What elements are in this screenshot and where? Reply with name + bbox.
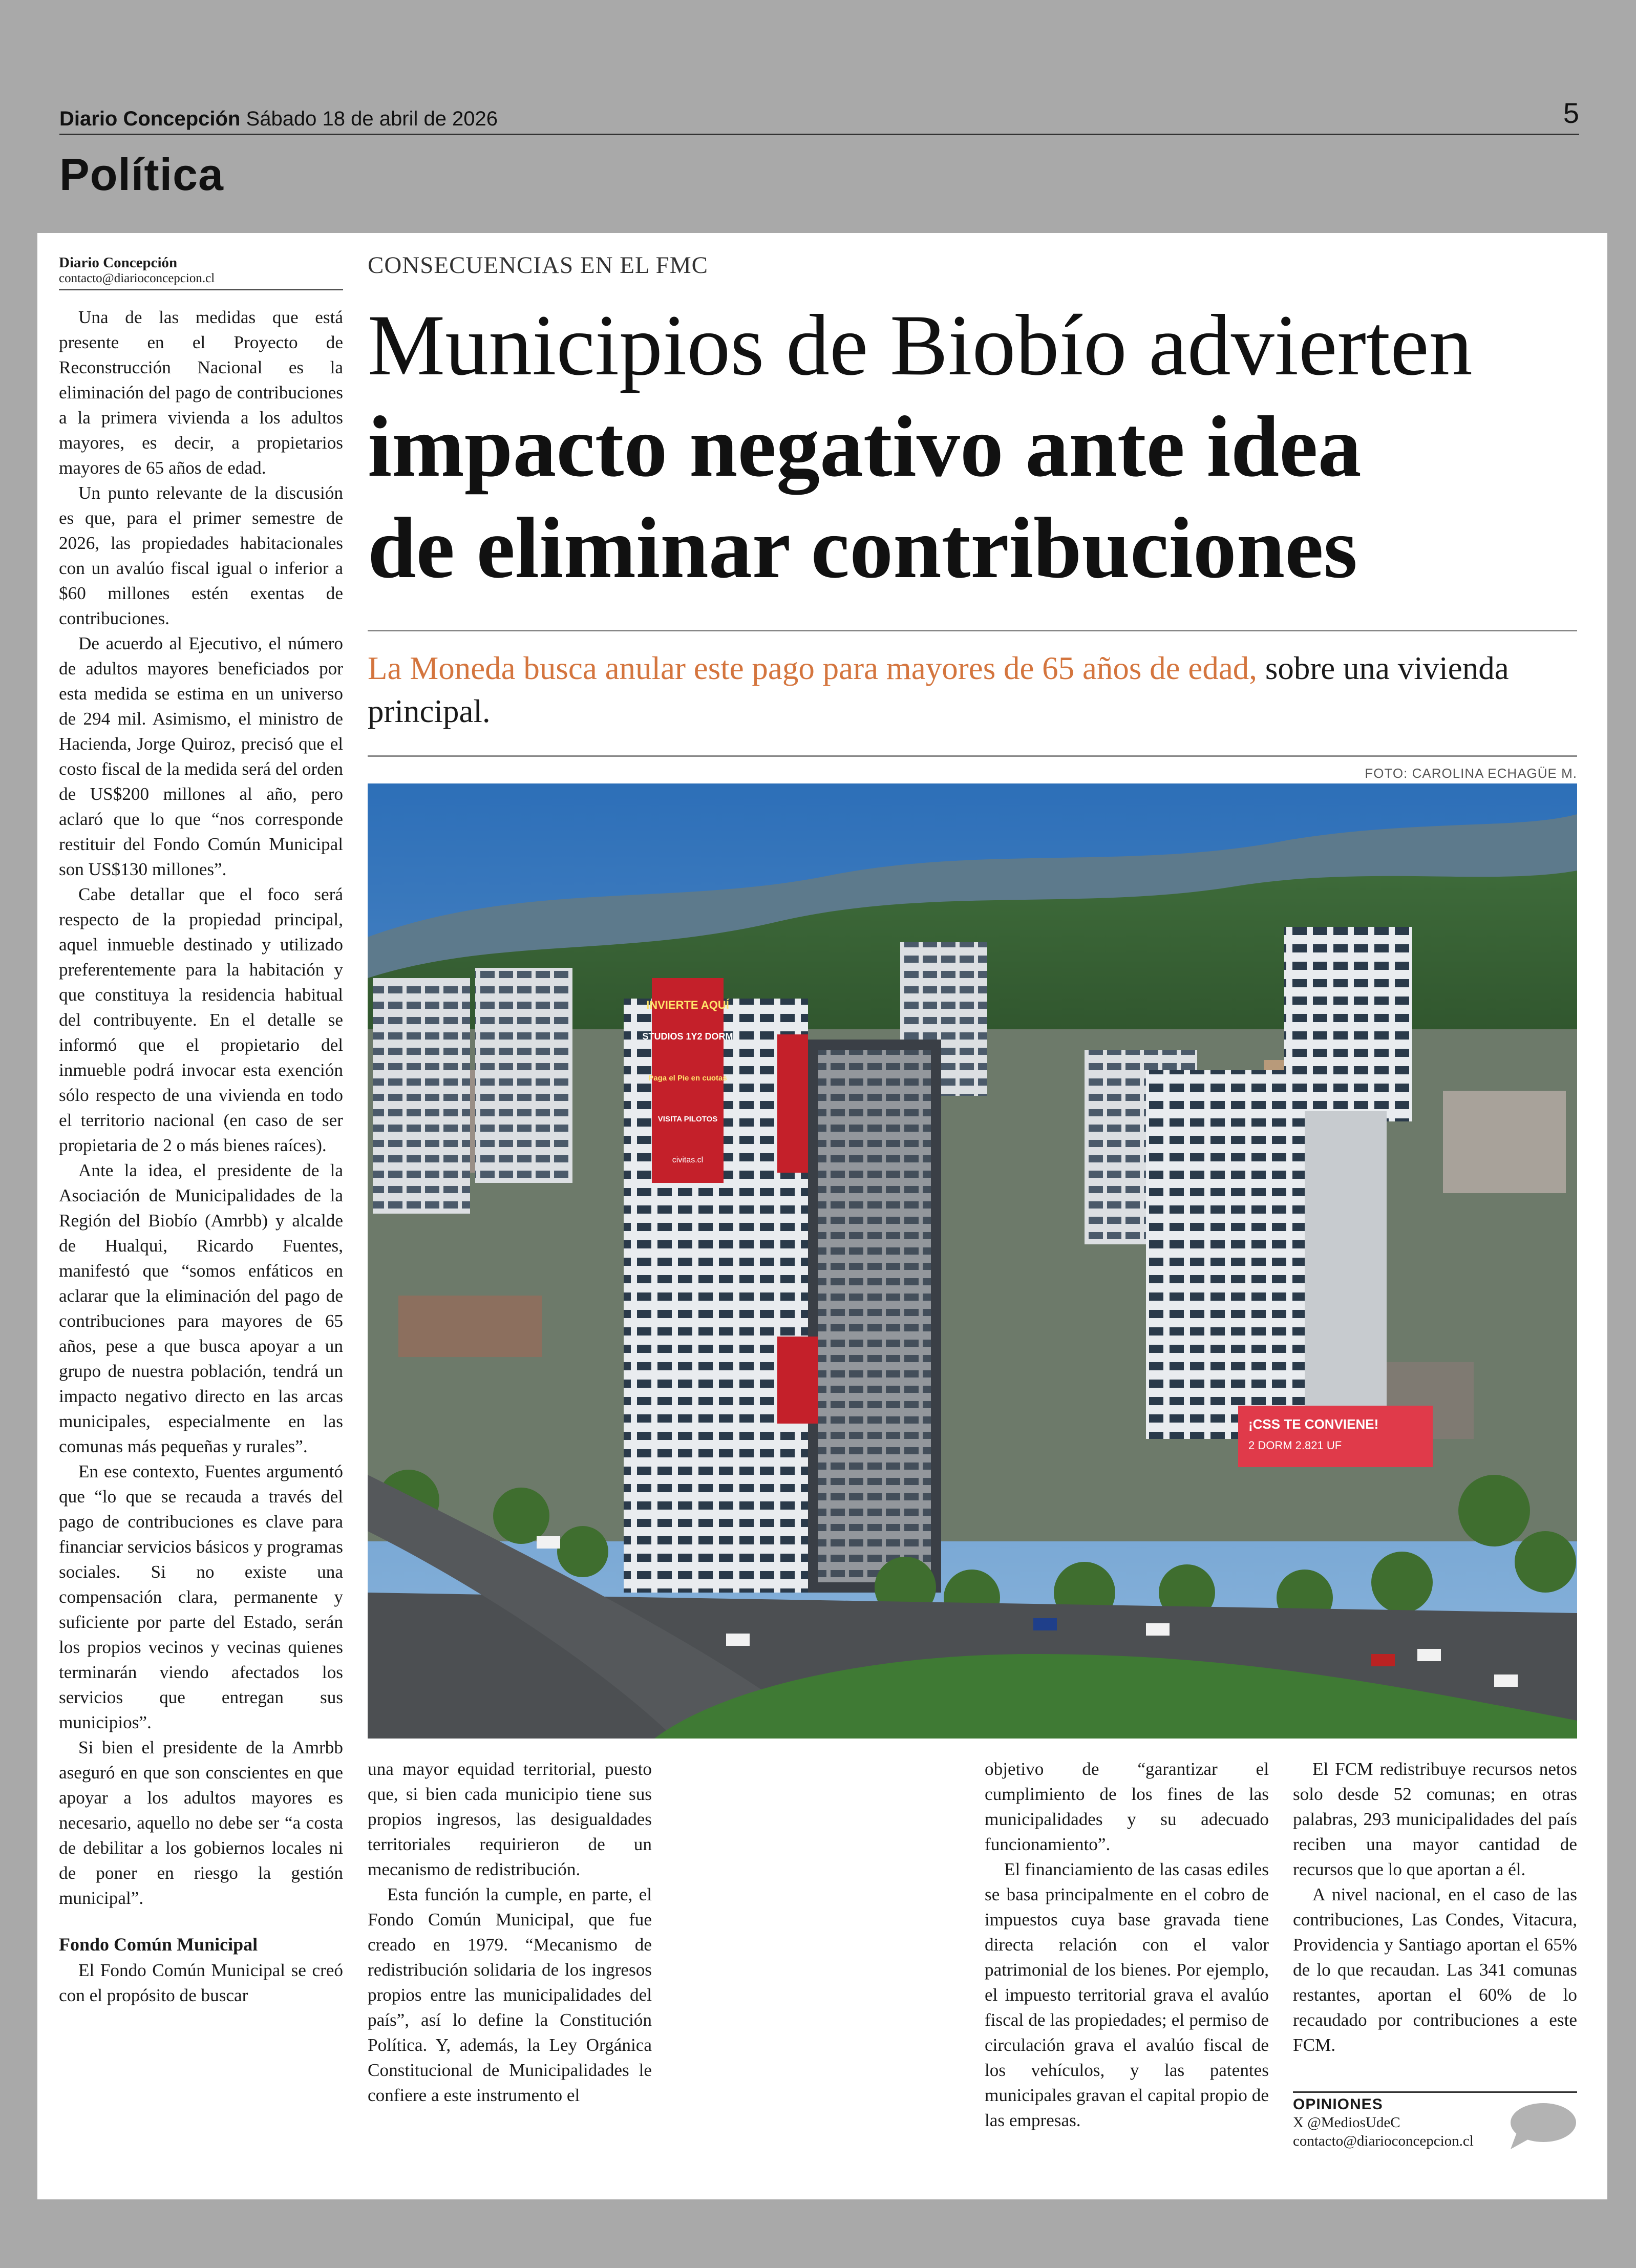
billboard-text: STUDIOS 1Y2 DORM	[642, 1031, 733, 1042]
issue-date: Sábado 18 de abril de 2026	[246, 108, 498, 130]
paragraph: Si bien el presidente de la Amrbb aseguró en que son conscientes en que apoyar a los adultos mayores es necesario, aquello no debe ser “a costa de debilitar a los gobiernos locales ni de poner en riesgo la gestión municipal”.	[59, 1737, 343, 1908]
page-number: 5	[1563, 97, 1579, 129]
paragraph: El Fondo Común Municipal se creó con el propósito de buscar	[59, 1960, 343, 2005]
right-tower	[1146, 1070, 1305, 1439]
paragraph: Esta función la cumple, en parte, el Fondo Común Municipal, que fue creado en 1979. “Mecanismo de redistribución solidaria de los ingresos propios entre las municipalidades del país”, así lo define la Constitución Política. Y, además, la Ley Orgánica Constitucional de Municipalidades le confiere a este instrumento el	[368, 1884, 652, 2105]
city-photo	[368, 783, 1577, 1739]
paper-dateline	[59, 108, 498, 131]
paragraph: Una de las medidas que está presente en el Proyecto de Reconstrucción Nacional es la eliminación del pago de contribuciones a la primera vivienda a los adultos mayores, es decir, a propietarios mayores de 65 años de edad.	[59, 307, 343, 478]
kicker: CONSECUENCIAS EN EL FMC	[368, 252, 708, 279]
dek-accent: La Moneda busca anular este pago para mayores de 65 años de edad,	[368, 650, 1258, 686]
billboard-text: VISITA PILOTOS	[657, 1115, 718, 1124]
headline	[368, 294, 1597, 599]
dek	[368, 647, 1577, 733]
paragraph: Cabe detallar que el foco será respecto de la propiedad principal, aquel inmueble destinado y utilizado preferentemente para la habitación y que constituya la residencia habitual del contribuyente. En el detalle se informó que el propietario del inmueble podrá invocar esta exención sólo respecto de una vivienda en todo el territorio nacional (en caso de ser propietaria de 2 o más bienes raíces).	[59, 884, 343, 1155]
billboard-text: civitas.cl	[672, 1156, 704, 1164]
photo-credit: FOTO: CAROLINA ECHAGÜE M.	[1365, 766, 1577, 781]
column-2	[985, 1756, 1269, 2133]
paragraph: En ese contexto, Fuentes argumentó que “lo que se recauda a través del pago de contribuciones es clave para financiar servicios básicos y programas sociales. Si no existe una compensación clara, permanente y suficiente por parte del Estado, serán los propios vecinos y vecinas quienes terminarán viendo afectados los servicios que entregan sus municipios”.	[59, 1461, 343, 1732]
column-1	[368, 1756, 652, 2108]
dek-rest: sobre una vivienda principal.	[368, 650, 1509, 729]
opinions-title: OPINIONES	[1293, 2096, 1383, 2113]
subhead: Fondo Común Municipal	[59, 1934, 258, 1955]
tower-window-grid	[818, 1050, 931, 1582]
tower	[373, 978, 470, 1214]
headline-line-2: impacto negativo ante idea	[368, 398, 1362, 495]
article-page	[37, 233, 1607, 2199]
billboard-text: 2 DORM 2.821 UF	[1248, 1439, 1342, 1452]
billboard-text: Paga el Pie en cuotas	[648, 1074, 727, 1083]
paragraph: A nivel nacional, en el caso de las contribuciones, Las Condes, Vitacura, Providencia y Santiago aportan el 65% de lo que recaudan. Las 341 comunas restantes, aportan el 60% de lo recaudado por contribuciones a este FCM.	[1293, 1884, 1577, 2055]
road-billboard	[1238, 1406, 1433, 1467]
masthead	[59, 97, 1579, 135]
billboard-red-small	[777, 1034, 808, 1173]
headline-line-1: Municipios de Biobío advierten	[368, 297, 1473, 393]
opinions-email[interactable]: contacto@diarioconcepcion.cl	[1293, 2133, 1474, 2149]
billboard-text: ¡CSS TE CONVIENE!	[1248, 1416, 1379, 1432]
billboard-red-lower	[777, 1337, 818, 1424]
opinions-twitter[interactable]: X @MediosUdeC	[1293, 2114, 1400, 2131]
tower	[475, 968, 572, 1183]
paragraph: De acuerdo al Ejecutivo, el número de adultos mayores beneficiados por esta medida se estima en un universo de 294 mil. Asimismo, el ministro de Hacienda, Jorge Quiroz, precisó que el costo fiscal de la medida será del orden de US$200 millones al año, pero aclaró que lo que “nos corresponde restituir del Fondo Común Municipal son US$130 millones”.	[59, 633, 343, 879]
billboard-text: INVIERTE AQUÍ	[646, 999, 729, 1011]
left-column	[59, 255, 343, 2008]
paragraph: El financiamiento de las casas ediles se basa principalmente en el cobro de impuestos cuya base gravada tiene directa relación con el valor patrimonial de los bienes. Por ejemplo, el impuesto territorial grava el avalúo fiscal de las propiedades; el permiso de circulación grava el avalúo fiscal de los vehículos, y las patentes municipales gravan el capital propio de las empresas.	[985, 1859, 1269, 2130]
paragraph: El FCM redistribuye recursos netos solo desde 52 comunas; en otras palabras, 293 municipalidades del país reciben una mayor cantidad de recursos que lo que aportan a él.	[1293, 1759, 1577, 1879]
paragraph: objetivo de “garantizar el cumplimiento de los fines de las municipalidades y su adecuado funcionamiento”.	[985, 1759, 1269, 1854]
paper-name: Diario Concepción	[59, 108, 241, 130]
paragraph: Ante la idea, el presidente de la Asociación de Municipalidades de la Región del Biobío (Amrbb) y alcalde de Hualqui, Ricardo Fuentes, manifestó que “somos enfáticos en aclarar que la eliminación del pago de contribuciones para mayores de 65 años, pese a que busca apoyar a un grupo de nuestra población, tendrá un impacto negativo directo en las arcas municipales, especialmente en las comunas más pequeñas y rurales”.	[59, 1160, 343, 1456]
byline-email: contacto@diarioconcepcion.cl	[59, 271, 343, 290]
headline-line-3: de eliminar contribuciones	[368, 500, 1357, 596]
opinions-box	[1293, 2091, 1577, 2150]
section-title: Política	[59, 149, 224, 200]
divider	[368, 755, 1577, 757]
paragraph: Un punto relevante de la discusión es que, para el primer semestre de 2026, las propiedades habitacionales con un avalúo fiscal igual o inferior a $60 millones estén exentas de contribuciones.	[59, 483, 343, 628]
paragraph: una mayor equidad territorial, puesto que, si bien cada municipio tiene sus propios ingresos, las desigualdades territoriales requirieron de un mecanismo de redistribución.	[368, 1759, 652, 1879]
byline-name: Diario Concepción	[59, 255, 178, 271]
divider	[368, 630, 1577, 631]
column-3	[1293, 1756, 1577, 2058]
speech-bubble-icon	[1506, 2101, 1577, 2150]
left-body	[59, 305, 343, 2008]
right-tower-side	[1305, 1111, 1387, 1418]
